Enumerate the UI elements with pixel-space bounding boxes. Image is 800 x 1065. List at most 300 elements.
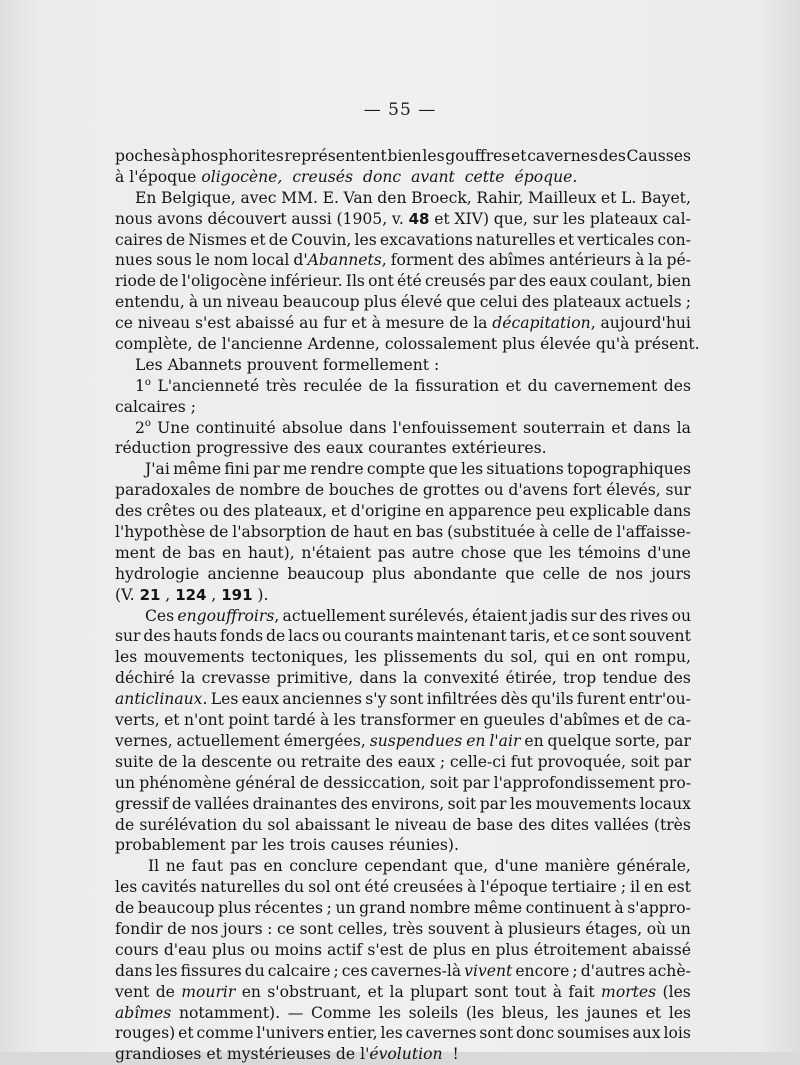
- word: de: [266, 627, 286, 646]
- word: Rahir,: [476, 188, 524, 207]
- word: cavernes-là: [370, 961, 462, 980]
- word: témoins: [577, 543, 641, 562]
- word: taris,: [509, 627, 551, 646]
- word: abaissant: [294, 815, 371, 834]
- word: Une: [157, 418, 190, 437]
- word: bien: [387, 147, 422, 165]
- word: de: [299, 773, 319, 792]
- word: plupart: [410, 982, 469, 1001]
- text-line: [115, 710, 691, 731]
- text-line: [115, 438, 691, 459]
- text-line: [115, 961, 691, 982]
- word: les: [262, 836, 285, 855]
- word: jours: [222, 919, 263, 938]
- word: cours: [115, 940, 159, 959]
- word: avant: [411, 167, 455, 186]
- word: souvent: [427, 919, 490, 938]
- word: eaux: [549, 272, 587, 291]
- word: en: [466, 731, 486, 750]
- text-line: [115, 585, 691, 606]
- text-line: [115, 230, 691, 251]
- word: d'avens: [508, 481, 568, 500]
- word: au: [299, 314, 319, 333]
- word: ou: [199, 502, 219, 521]
- word: Belgique,: [161, 188, 236, 207]
- text-line: [115, 376, 691, 397]
- word: pas: [229, 857, 257, 876]
- word: sol: [267, 815, 290, 834]
- word: de: [304, 481, 325, 500]
- word: sont: [479, 1024, 514, 1043]
- word: actuels: [625, 293, 682, 312]
- word: d'eau: [163, 940, 207, 959]
- word: caires: [115, 230, 163, 249]
- word: plus: [432, 940, 466, 959]
- word: des: [457, 251, 485, 270]
- word: locaux: [639, 794, 691, 813]
- word: et: [645, 1003, 662, 1022]
- word: faut: [191, 857, 223, 876]
- word: présent.: [634, 335, 700, 354]
- word: ca-: [667, 711, 691, 730]
- word: tout: [514, 982, 547, 1001]
- word: du: [284, 878, 305, 897]
- word: et: [505, 376, 522, 395]
- word: me: [282, 460, 307, 479]
- word: grottes: [422, 481, 480, 500]
- word: (les: [465, 1003, 495, 1022]
- word: Ils: [345, 272, 365, 291]
- word: découvert: [207, 209, 287, 228]
- word: suite: [115, 752, 154, 771]
- word: 191 ).: [221, 585, 269, 604]
- word: local: [252, 251, 290, 270]
- word: des: [518, 272, 547, 291]
- word: des: [340, 794, 368, 813]
- word: du: [244, 961, 265, 980]
- word: que: [505, 564, 535, 583]
- word: extérieures.: [451, 439, 547, 458]
- word: lois: [663, 1024, 691, 1043]
- word: con-: [657, 230, 691, 249]
- word: jadis: [530, 606, 568, 625]
- word: eaux: [397, 752, 436, 771]
- word: des: [143, 627, 171, 646]
- word: d'autres: [580, 961, 646, 980]
- word: et: [331, 502, 347, 521]
- word: conclure: [289, 857, 358, 876]
- word: de: [209, 523, 229, 542]
- word: primitive,: [276, 669, 354, 688]
- word: mystérieuses: [226, 1045, 331, 1064]
- word: pro-: [658, 773, 691, 792]
- word: ce: [571, 627, 590, 646]
- word: achè-: [648, 961, 691, 980]
- word: naturelles: [475, 230, 556, 249]
- word: des: [521, 293, 549, 312]
- word: la: [180, 669, 196, 688]
- word: formellement: [322, 355, 430, 374]
- word: à: [371, 314, 381, 333]
- word: soit: [447, 794, 477, 813]
- word: sont: [592, 627, 627, 646]
- word: à: [552, 982, 563, 1001]
- word: un: [202, 293, 223, 312]
- word: ;: [326, 899, 332, 918]
- text-line: [115, 877, 691, 898]
- word: complète,: [115, 335, 193, 354]
- word: entier,: [327, 1024, 378, 1043]
- word: Comme: [310, 1003, 372, 1022]
- word: en: [222, 543, 242, 562]
- word: bien: [656, 272, 691, 291]
- text-line: [115, 982, 691, 1003]
- word: donc: [516, 1024, 555, 1043]
- word: de: [155, 982, 175, 1001]
- word: fonds: [219, 627, 264, 646]
- text-line: [115, 209, 691, 230]
- word: continuent: [525, 899, 611, 918]
- word: Ces: [145, 606, 175, 625]
- word: explicable: [569, 502, 650, 521]
- word: ont: [368, 272, 394, 291]
- word: celui: [479, 293, 518, 312]
- word: souvent: [629, 627, 691, 646]
- word: ont: [334, 878, 361, 897]
- word: cavités: [141, 878, 197, 897]
- text-line: [115, 480, 691, 501]
- word: déchiré: [115, 669, 175, 688]
- word: (V.: [115, 585, 135, 604]
- word: fini: [224, 460, 250, 479]
- word: anticlinaux.: [115, 690, 208, 709]
- word: nues: [115, 251, 153, 270]
- word: ;: [439, 752, 446, 771]
- word: sous: [156, 251, 192, 270]
- word: tertiaire: [551, 878, 617, 897]
- word: très: [265, 376, 297, 395]
- word: les: [380, 1024, 403, 1043]
- word: les: [333, 711, 356, 730]
- word: sur: [665, 481, 691, 500]
- word: et: [558, 230, 575, 249]
- word: de: [115, 815, 135, 834]
- word: plusieurs: [507, 919, 581, 938]
- word: et: [367, 982, 384, 1001]
- word: eaux: [241, 690, 280, 709]
- word: progressive: [196, 439, 289, 458]
- word: ou: [671, 606, 691, 625]
- word: étaient: [471, 606, 528, 625]
- word: gressif: [115, 794, 169, 813]
- word: 124 ,: [175, 585, 217, 604]
- text-line: [115, 564, 691, 585]
- word: celle: [552, 523, 590, 542]
- word: peu: [535, 502, 566, 521]
- word: Ardenne,: [307, 335, 380, 354]
- word: très: [392, 919, 424, 938]
- word: général: [235, 773, 296, 792]
- word: étroitement: [533, 940, 627, 959]
- word: engouffroirs,: [177, 606, 280, 625]
- word: descente: [201, 752, 272, 771]
- word: notamment).: [178, 1003, 281, 1022]
- word: cavernement: [554, 376, 658, 395]
- word: qui: [544, 648, 570, 667]
- word: à: [467, 878, 477, 897]
- word: que,: [453, 857, 489, 876]
- word: un: [335, 899, 356, 918]
- word: Causses: [626, 147, 691, 165]
- word: même: [474, 899, 523, 918]
- text-line: [115, 626, 691, 647]
- word: calcaires: [115, 397, 186, 416]
- word: ;: [333, 961, 339, 980]
- word: de: [368, 376, 388, 395]
- word: quelque: [547, 731, 612, 750]
- word: été: [364, 878, 390, 897]
- word: qu'ils: [531, 690, 574, 709]
- word: haut: [353, 523, 389, 542]
- text-line: [115, 668, 691, 689]
- text-line: [115, 418, 691, 439]
- word: la: [473, 314, 488, 333]
- text-line: [115, 689, 691, 710]
- word: L.: [621, 188, 637, 207]
- word: aussi: [291, 209, 332, 228]
- word: sur: [532, 209, 559, 228]
- word: ancienne: [207, 564, 280, 583]
- word: souterrain: [523, 418, 606, 437]
- word: les: [354, 648, 378, 667]
- word: provoquée,: [537, 752, 627, 771]
- text-line: [115, 731, 691, 752]
- word: bleus,: [501, 1003, 549, 1022]
- text-line: [115, 835, 691, 856]
- word: et: [164, 711, 180, 730]
- text-line: [115, 501, 691, 522]
- word: dès: [500, 690, 528, 709]
- word: l'univers: [256, 1024, 325, 1043]
- text-line: [115, 752, 691, 773]
- word: en: [392, 523, 413, 542]
- word: nos: [190, 919, 219, 938]
- word: vallées: [594, 815, 649, 834]
- word: poches: [115, 147, 171, 165]
- word: réunies).: [388, 836, 459, 855]
- word: Les: [210, 690, 239, 709]
- text-line: [115, 919, 691, 940]
- word: Abannets: [167, 355, 242, 374]
- word: d'abîmes: [549, 711, 620, 730]
- word: ou: [250, 940, 270, 959]
- word: naturelles: [200, 878, 281, 897]
- word: soit: [630, 752, 660, 771]
- word: dans: [633, 418, 671, 437]
- word: et: [178, 1024, 194, 1043]
- word: un: [670, 919, 691, 938]
- word: drainantes: [252, 794, 338, 813]
- word: étages,: [585, 919, 643, 938]
- word: donc: [362, 167, 402, 186]
- word: Van: [343, 188, 373, 207]
- word: aujourd'hui: [600, 314, 691, 333]
- word: 21 ,: [139, 585, 171, 604]
- word: par: [462, 773, 490, 792]
- word: l'approfondissement: [493, 773, 655, 792]
- word: En: [135, 188, 157, 207]
- word: de: [165, 230, 186, 249]
- word: —: [287, 1003, 304, 1022]
- word: cette: [464, 167, 505, 186]
- word: l'hypothèse: [115, 523, 206, 542]
- word: ont: [602, 648, 628, 667]
- word: manière: [544, 857, 610, 876]
- word: plateaux: [589, 209, 658, 228]
- word: dans: [653, 502, 691, 521]
- word: en: [241, 982, 261, 1001]
- word: actif: [327, 940, 363, 959]
- word: des: [222, 502, 251, 521]
- word: den: [377, 188, 407, 207]
- word: rendre: [310, 460, 364, 479]
- word: les: [378, 1003, 401, 1022]
- word: entendu,: [115, 293, 185, 312]
- word: les: [422, 147, 445, 165]
- word: de: [644, 711, 664, 730]
- word: environs,: [371, 794, 445, 813]
- word: et: [511, 147, 527, 165]
- word: dans: [115, 961, 153, 980]
- word: à: [539, 523, 549, 542]
- word: par: [479, 794, 507, 813]
- word: d'une: [494, 857, 539, 876]
- word: creusés: [424, 272, 486, 291]
- word: générale,: [616, 857, 691, 876]
- word: autre: [411, 543, 455, 562]
- word: en: [263, 857, 283, 876]
- word: 48: [408, 209, 430, 228]
- word: de: [449, 314, 469, 333]
- word: les: [460, 460, 484, 479]
- word: de: [162, 543, 182, 562]
- word: des: [599, 606, 627, 625]
- word: grandioses: [115, 1045, 202, 1064]
- word: cavernes: [405, 1024, 477, 1043]
- word: crevasse: [201, 669, 271, 688]
- word: vivent: [464, 961, 513, 980]
- word: ou: [321, 627, 342, 646]
- word: la: [676, 418, 691, 437]
- word: hauts: [173, 627, 218, 646]
- word: aux: [632, 1024, 661, 1043]
- word: eaux: [325, 439, 364, 458]
- text-line: [115, 1003, 691, 1024]
- word: d'Abannets,: [293, 251, 387, 270]
- word: probablement: [115, 836, 226, 855]
- word: MM.: [281, 188, 318, 207]
- word: mesure: [385, 314, 445, 333]
- word: sont: [299, 919, 334, 938]
- word: d'origine: [350, 502, 422, 521]
- word: dessiccation,: [323, 773, 426, 792]
- word: les: [556, 1003, 579, 1022]
- text-line: [115, 397, 691, 418]
- word: de: [159, 272, 179, 291]
- word: encore: [515, 961, 570, 980]
- word: plus: [218, 899, 252, 918]
- text-line: [115, 898, 691, 919]
- word: l'évolution: [360, 1045, 443, 1064]
- word: nom: [213, 251, 249, 270]
- word: Mailleux: [528, 188, 597, 207]
- word: ;: [572, 961, 578, 980]
- text-line: [115, 815, 691, 836]
- word: moins: [274, 940, 322, 959]
- word: anciennes: [282, 690, 362, 709]
- word: nombre: [409, 899, 471, 918]
- word: plus: [211, 940, 245, 959]
- word: à: [635, 251, 645, 270]
- word: étirée,: [505, 669, 557, 688]
- word: les: [354, 230, 377, 249]
- word: abîmes: [115, 1003, 172, 1022]
- word: prouvent: [246, 355, 318, 374]
- text-line: [115, 271, 691, 292]
- word: la: [182, 752, 197, 771]
- word: que: [512, 543, 543, 562]
- word: surélévation: [139, 815, 238, 834]
- word: situations: [486, 460, 564, 479]
- word: Broeck,: [411, 188, 472, 207]
- word: fur: [323, 314, 347, 333]
- text-line: [115, 459, 691, 480]
- text-line: [115, 250, 691, 271]
- word: élevé: [400, 293, 443, 312]
- word: d'une: [647, 543, 691, 562]
- text-line: [115, 522, 691, 543]
- word: que: [446, 293, 476, 312]
- word: la: [403, 669, 418, 688]
- word: élevée: [540, 335, 591, 354]
- word: sol,: [510, 648, 538, 667]
- word: vent: [115, 982, 150, 1001]
- word: été: [397, 272, 422, 291]
- word: de: [452, 815, 472, 834]
- word: absolue: [281, 418, 343, 437]
- page-number: — 55 —: [363, 100, 437, 120]
- word: point: [228, 711, 269, 730]
- word: nous: [115, 209, 153, 228]
- word: Couvin,: [291, 230, 352, 249]
- word: vallées: [194, 794, 250, 813]
- word: calcaire: [267, 961, 331, 980]
- word: tectoniques,: [251, 648, 349, 667]
- word: par: [253, 460, 280, 479]
- word: rompu,: [634, 648, 691, 667]
- word: de: [593, 523, 613, 542]
- word: l'air: [489, 731, 521, 750]
- word: plus: [363, 293, 397, 312]
- word: que: [428, 460, 458, 479]
- word: n'ont: [183, 711, 224, 730]
- word: trois: [289, 836, 326, 855]
- word: à: [115, 167, 125, 186]
- word: des: [115, 502, 143, 521]
- word: courantes: [368, 439, 447, 458]
- word: récentes: [254, 899, 323, 918]
- word: les: [668, 1003, 691, 1022]
